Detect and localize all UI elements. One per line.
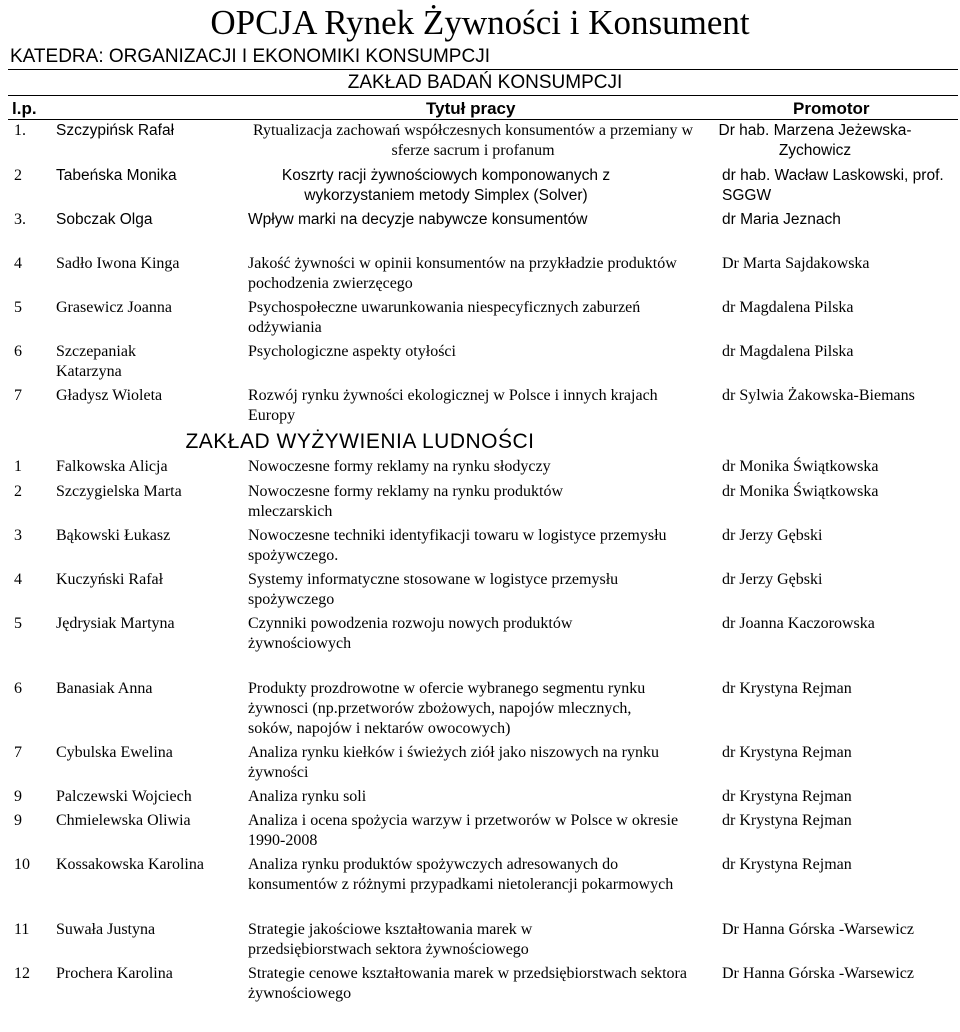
thesis-title: Rytualizacja zachowań współczesnych konsumentów a przemiany w sferze sacrum i profanum — [252, 122, 694, 159]
row-number: 5 — [14, 299, 22, 316]
row-number: 12 — [14, 965, 30, 982]
promotor-name: dr Jerzy Gębski — [722, 527, 823, 544]
promotor-name: Dr hab. Marzena Jeżewska-Zychowicz — [718, 122, 912, 159]
promotor-name: dr Magdalena Pilska — [722, 343, 854, 360]
promotor-name: dr Krystyna Rejman — [722, 744, 852, 761]
row-number: 4 — [14, 571, 22, 588]
row-number: 11 — [14, 921, 30, 938]
student-name: Tabeńska Monika — [56, 167, 177, 184]
promotor-name: dr hab. Wacław Laskowski, prof. SGGW — [722, 167, 944, 204]
column-header-promotor: Promotor — [793, 99, 870, 118]
thesis-title: Strategie cenowe kształtowania marek w przedsiębiorstwach sektora żywnościowego — [248, 965, 687, 1002]
thesis-title: Produkty prozdrowotne w ofercie wybranego segmentu rynku żywnosci (np.przetworów zbożowych, napojów mlecznych, soków, napojów i nektarów owocowych) — [248, 680, 646, 737]
promotor-name: dr Krystyna Rejman — [722, 680, 852, 697]
thesis-title: Psychospołeczne uwarunkowania niespecyficznych zaburzeń odżywiania — [248, 299, 641, 336]
promotor-name: dr Krystyna Rejman — [722, 788, 852, 805]
promotor-name: Dr Hanna Górska -Warsewicz — [722, 965, 914, 982]
page-title: OPCJA Rynek Żywności i Konsument — [210, 3, 750, 42]
row-number: 7 — [14, 744, 22, 761]
promotor-name: dr Magdalena Pilska — [722, 299, 854, 316]
student-name: Szczepaniak Katarzyna — [56, 343, 136, 380]
promotor-name: dr Monika Świątkowska — [722, 458, 879, 475]
promotor-name: dr Krystyna Rejman — [722, 856, 852, 873]
student-name: Gładysz Wioleta — [56, 387, 163, 404]
thesis-title: Analiza i ocena spożycia warzyw i przetworów w Polsce w okresie 1990-2008 — [248, 812, 679, 849]
divider — [8, 69, 958, 70]
thesis-title: Analiza rynku soli — [248, 788, 367, 805]
row-number: 10 — [14, 856, 30, 873]
thesis-title: Jakość żywności w opinii konsumentów na przykładzie produktów pochodzenia zwierzęcego — [248, 255, 677, 292]
student-name: Cybulska Ewelina — [56, 744, 173, 761]
student-name: Kuczyński Rafał — [56, 571, 164, 588]
student-name: Palczewski Wojciech — [56, 788, 192, 805]
student-name: Szczygielska Marta — [56, 483, 182, 500]
row-number: 3. — [14, 211, 26, 228]
row-number: 5 — [14, 615, 22, 632]
student-name: Bąkowski Łukasz — [56, 527, 171, 544]
thesis-title: Rozwój rynku żywności ekologicznej w Polsce i innych krajach Europy — [248, 387, 658, 424]
row-number: 6 — [14, 343, 22, 360]
student-name: Szczypińsk Rafał — [56, 122, 175, 139]
student-name: Kossakowska Karolina — [56, 856, 204, 873]
promotor-name: dr Krystyna Rejman — [722, 812, 852, 829]
zaklad-wyzywienia-heading: ZAKŁAD WYŻYWIENIA LUDNOŚCI — [185, 430, 535, 453]
katedra-heading: KATEDRA: ORGANIZACJI I EKONOMIKI KONSUMPCJI — [10, 46, 490, 67]
thesis-title: Strategie jakościowe kształtowania marek w przedsiębiorstwach sektora żywnościowego — [248, 921, 533, 958]
column-header-title: Tytuł pracy — [426, 99, 516, 118]
thesis-title: Czynniki powodzenia rozwoju nowych produktów żywnościowych — [248, 615, 573, 652]
thesis-title: Nowoczesne techniki identyfikacji towaru w logistyce przemysłu spożywczego. — [248, 527, 667, 564]
promotor-name: dr Sylwia Żakowska-Biemans — [722, 387, 915, 404]
thesis-title: Wpływ marki na decyzje nabywcze konsumentów — [248, 211, 588, 228]
student-name: Jędrysiak Martyna — [56, 615, 175, 632]
row-number: 2 — [14, 483, 22, 500]
row-number: 6 — [14, 680, 22, 697]
student-name: Falkowska Alicja — [56, 458, 168, 475]
promotor-name: Dr Hanna Górska -Warsewicz — [722, 921, 914, 938]
thesis-title: Psychologiczne aspekty otyłości — [248, 343, 456, 360]
row-number: 1 — [14, 458, 22, 475]
row-number: 4 — [14, 255, 22, 272]
divider — [8, 95, 958, 96]
row-number: 9 — [14, 812, 22, 829]
thesis-title: Nowoczesne formy reklamy na rynku słodyczy — [248, 458, 551, 475]
student-name: Prochera Karolina — [56, 965, 173, 982]
thesis-title: Analiza rynku kiełków i świeżych ziół jako niszowych na rynku żywności — [248, 744, 659, 781]
zaklad-badan-heading: ZAKŁAD BADAŃ KONSUMPCJI — [347, 72, 623, 93]
student-name: Banasiak Anna — [56, 680, 153, 697]
student-name: Suwała Justyna — [56, 921, 156, 938]
divider — [8, 119, 958, 120]
row-number: 2 — [14, 167, 22, 184]
promotor-name: dr Joanna Kaczorowska — [722, 615, 875, 632]
row-number: 3 — [14, 527, 22, 544]
row-number: 9 — [14, 788, 22, 805]
promotor-name: dr Maria Jeznach — [722, 211, 841, 228]
row-number: 7 — [14, 387, 22, 404]
promotor-name: dr Jerzy Gębski — [722, 571, 823, 588]
thesis-title: Koszrty racji żywnościowych komponowanych z wykorzystaniem metody Simplex (Solver) — [281, 167, 611, 204]
student-name: Grasewicz Joanna — [56, 299, 172, 316]
student-name: Sadło Iwona Kinga — [56, 255, 180, 272]
thesis-title: Analiza rynku produktów spożywczych adresowanych do konsumentów z różnymi przypadkami nietolerancji pokarmowych — [248, 856, 674, 893]
row-number: 1. — [14, 122, 26, 139]
student-name: Sobczak Olga — [56, 211, 153, 228]
column-header-lp: l.p. — [12, 99, 37, 118]
student-name: Chmielewska Oliwia — [56, 812, 191, 829]
promotor-name: Dr Marta Sajdakowska — [722, 255, 870, 272]
promotor-name: dr Monika Świątkowska — [722, 483, 879, 500]
thesis-title: Nowoczesne formy reklamy na rynku produktów mleczarskich — [248, 483, 564, 520]
thesis-title: Systemy informatyczne stosowane w logistyce przemysłu spożywczego — [248, 571, 619, 608]
